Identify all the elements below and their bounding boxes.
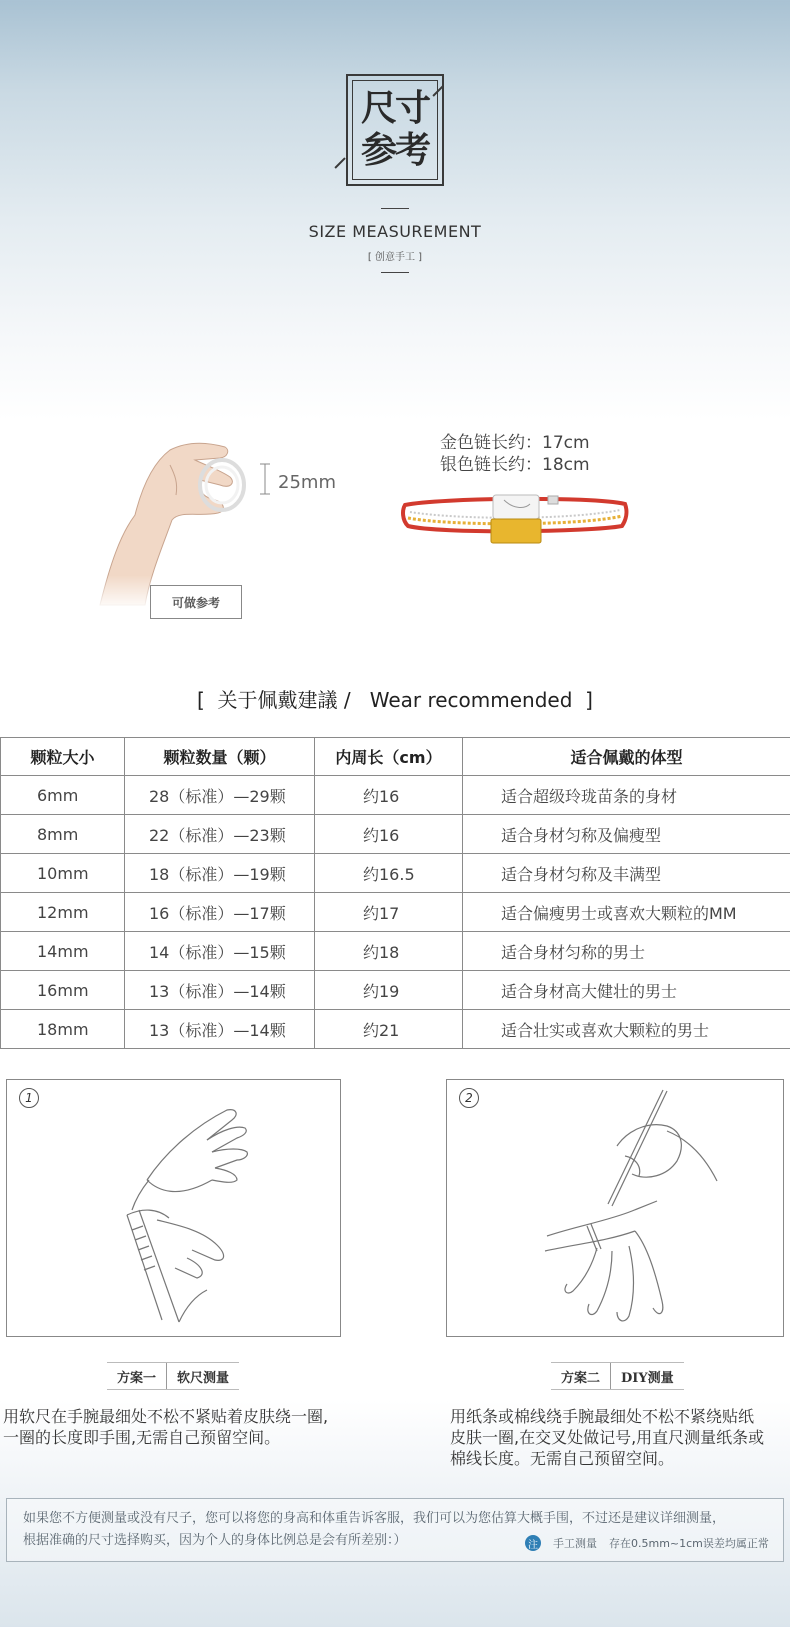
method-one-plan: 方案一 (117, 1370, 157, 1386)
cell-bead-count: 13（标准）—14颗 (125, 1010, 315, 1049)
section-subtitle: [ 创意手工 ] (367, 252, 423, 263)
section-title: SIZE MEASUREMENT (308, 222, 482, 241)
dimension-marker-icon (258, 463, 272, 495)
cell-bead-size: 6mm (1, 776, 125, 815)
table-row (1, 776, 790, 815)
logo-text-line1: 尺寸 (360, 88, 429, 129)
table-header-row (1, 738, 790, 776)
cell-bead-count: 13（标准）—14颗 (125, 971, 315, 1010)
cell-bead-count: 28（标准）—29颗 (125, 776, 315, 815)
description-line: 皮肤一圈,在交叉处做记号,用直尺测量纸条或 (450, 1428, 765, 1447)
paper-strip-wrist-icon (517, 1086, 747, 1331)
cell-body-type: 适合超级玲珑苗条的身材 (463, 776, 790, 815)
cell-body-type: 适合身材高大健壮的男士 (463, 971, 790, 1010)
cell-circumference: 约19 (315, 971, 463, 1010)
cell-bead-count: 18（标准）—19颗 (125, 854, 315, 893)
cell-circumference: 约17 (315, 893, 463, 932)
table-row (1, 854, 790, 893)
header-inner-circumference: 内周长（cm） (315, 738, 463, 776)
table-row (1, 932, 790, 971)
description-line: 用纸条或棉线绕手腕最细处不松不紧绕贴纸 (450, 1407, 755, 1426)
description-line: 一圈的长度即手围,无需自己预留空间。 (3, 1428, 281, 1447)
diameter-label: 25mm (278, 472, 336, 493)
size-reference-logo (346, 74, 444, 186)
cell-bead-size: 10mm (1, 854, 125, 893)
cell-circumference: 约16 (315, 815, 463, 854)
header-body-type: 适合佩戴的体型 (463, 738, 790, 776)
logo-text-line2: 参考 (360, 130, 429, 171)
method-one-label (107, 1362, 239, 1390)
method-two-label (551, 1362, 684, 1390)
description-line: 用软尺在手腕最细处不松不紧贴着皮肤绕一圈, (3, 1407, 329, 1426)
note-tip-label: 手工测量 (553, 1537, 597, 1550)
bracelet-image (400, 490, 630, 550)
note-tip-value: 存在0.5mm~1cm误差均属正常 (609, 1537, 769, 1550)
hand-pinch-illustration (80, 425, 280, 610)
table-row (1, 893, 790, 932)
cell-body-type: 适合身材匀称及偏瘦型 (463, 815, 790, 854)
step-number-badge: 2 (459, 1088, 479, 1108)
cell-bead-count: 22（标准）—23颗 (125, 815, 315, 854)
cell-circumference: 约16.5 (315, 854, 463, 893)
cell-bead-size: 18mm (1, 1010, 125, 1049)
table-row (1, 971, 790, 1010)
cell-circumference: 约18 (315, 932, 463, 971)
method-one-tool: 软尺测量 (177, 1370, 230, 1386)
header-bead-size: 颗粒大小 (1, 738, 125, 776)
cell-circumference: 约21 (315, 1010, 463, 1049)
cell-body-type: 适合身材匀称的男士 (463, 932, 790, 971)
wear-recommended-title: [ 关于佩戴建議 / Wear recommended ] (197, 688, 593, 712)
tape-measure-wrist-icon (87, 1090, 287, 1330)
method-two-description (450, 1406, 786, 1469)
cell-bead-size: 8mm (1, 815, 125, 854)
divider (381, 272, 409, 273)
cell-circumference: 约16 (315, 776, 463, 815)
measurement-note (6, 1498, 784, 1562)
description-line: 棉线长度。无需自己预留空间。 (450, 1449, 675, 1468)
method-one-panel (6, 1079, 341, 1337)
divider (381, 208, 409, 209)
note-line: 根据准确的尺寸选择购买，因为个人的身体比例总是会有所差别：） (23, 1533, 407, 1548)
silver-chain-length: 银色链长约：18cm (440, 455, 590, 475)
cell-bead-count: 14（标准）—15颗 (125, 932, 315, 971)
note-line: 如果您不方便测量或没有尺子，您可以将您的身高和体重告诉客服，我们可以为您估算大概手围，不过还是建议详细测量， (23, 1511, 726, 1526)
gold-chain-length: 金色链长约：17cm (440, 433, 590, 453)
method-two-tool: DIY测量 (621, 1370, 674, 1386)
note-icon: 注 (525, 1535, 541, 1551)
reference-label-box: 可做参考 (150, 585, 242, 619)
header-bead-count: 颗粒数量（颗） (125, 738, 315, 776)
method-two-plan: 方案二 (561, 1370, 601, 1386)
cell-body-type: 适合壮实或喜欢大颗粒的男士 (463, 1010, 790, 1049)
size-table (0, 737, 790, 1049)
table-row (1, 815, 790, 854)
cell-bead-size: 12mm (1, 893, 125, 932)
method-one-description (3, 1406, 383, 1448)
cell-body-type: 适合身材匀称及丰满型 (463, 854, 790, 893)
step-number-badge: 1 (19, 1088, 39, 1108)
method-two-panel (446, 1079, 784, 1337)
cell-bead-size: 14mm (1, 932, 125, 971)
cell-body-type: 适合偏瘦男士或喜欢大颗粒的MM (463, 893, 790, 932)
cell-bead-size: 16mm (1, 971, 125, 1010)
note-tip (525, 1535, 769, 1551)
cell-bead-count: 16（标准）—17颗 (125, 893, 315, 932)
table-row (1, 1010, 790, 1049)
